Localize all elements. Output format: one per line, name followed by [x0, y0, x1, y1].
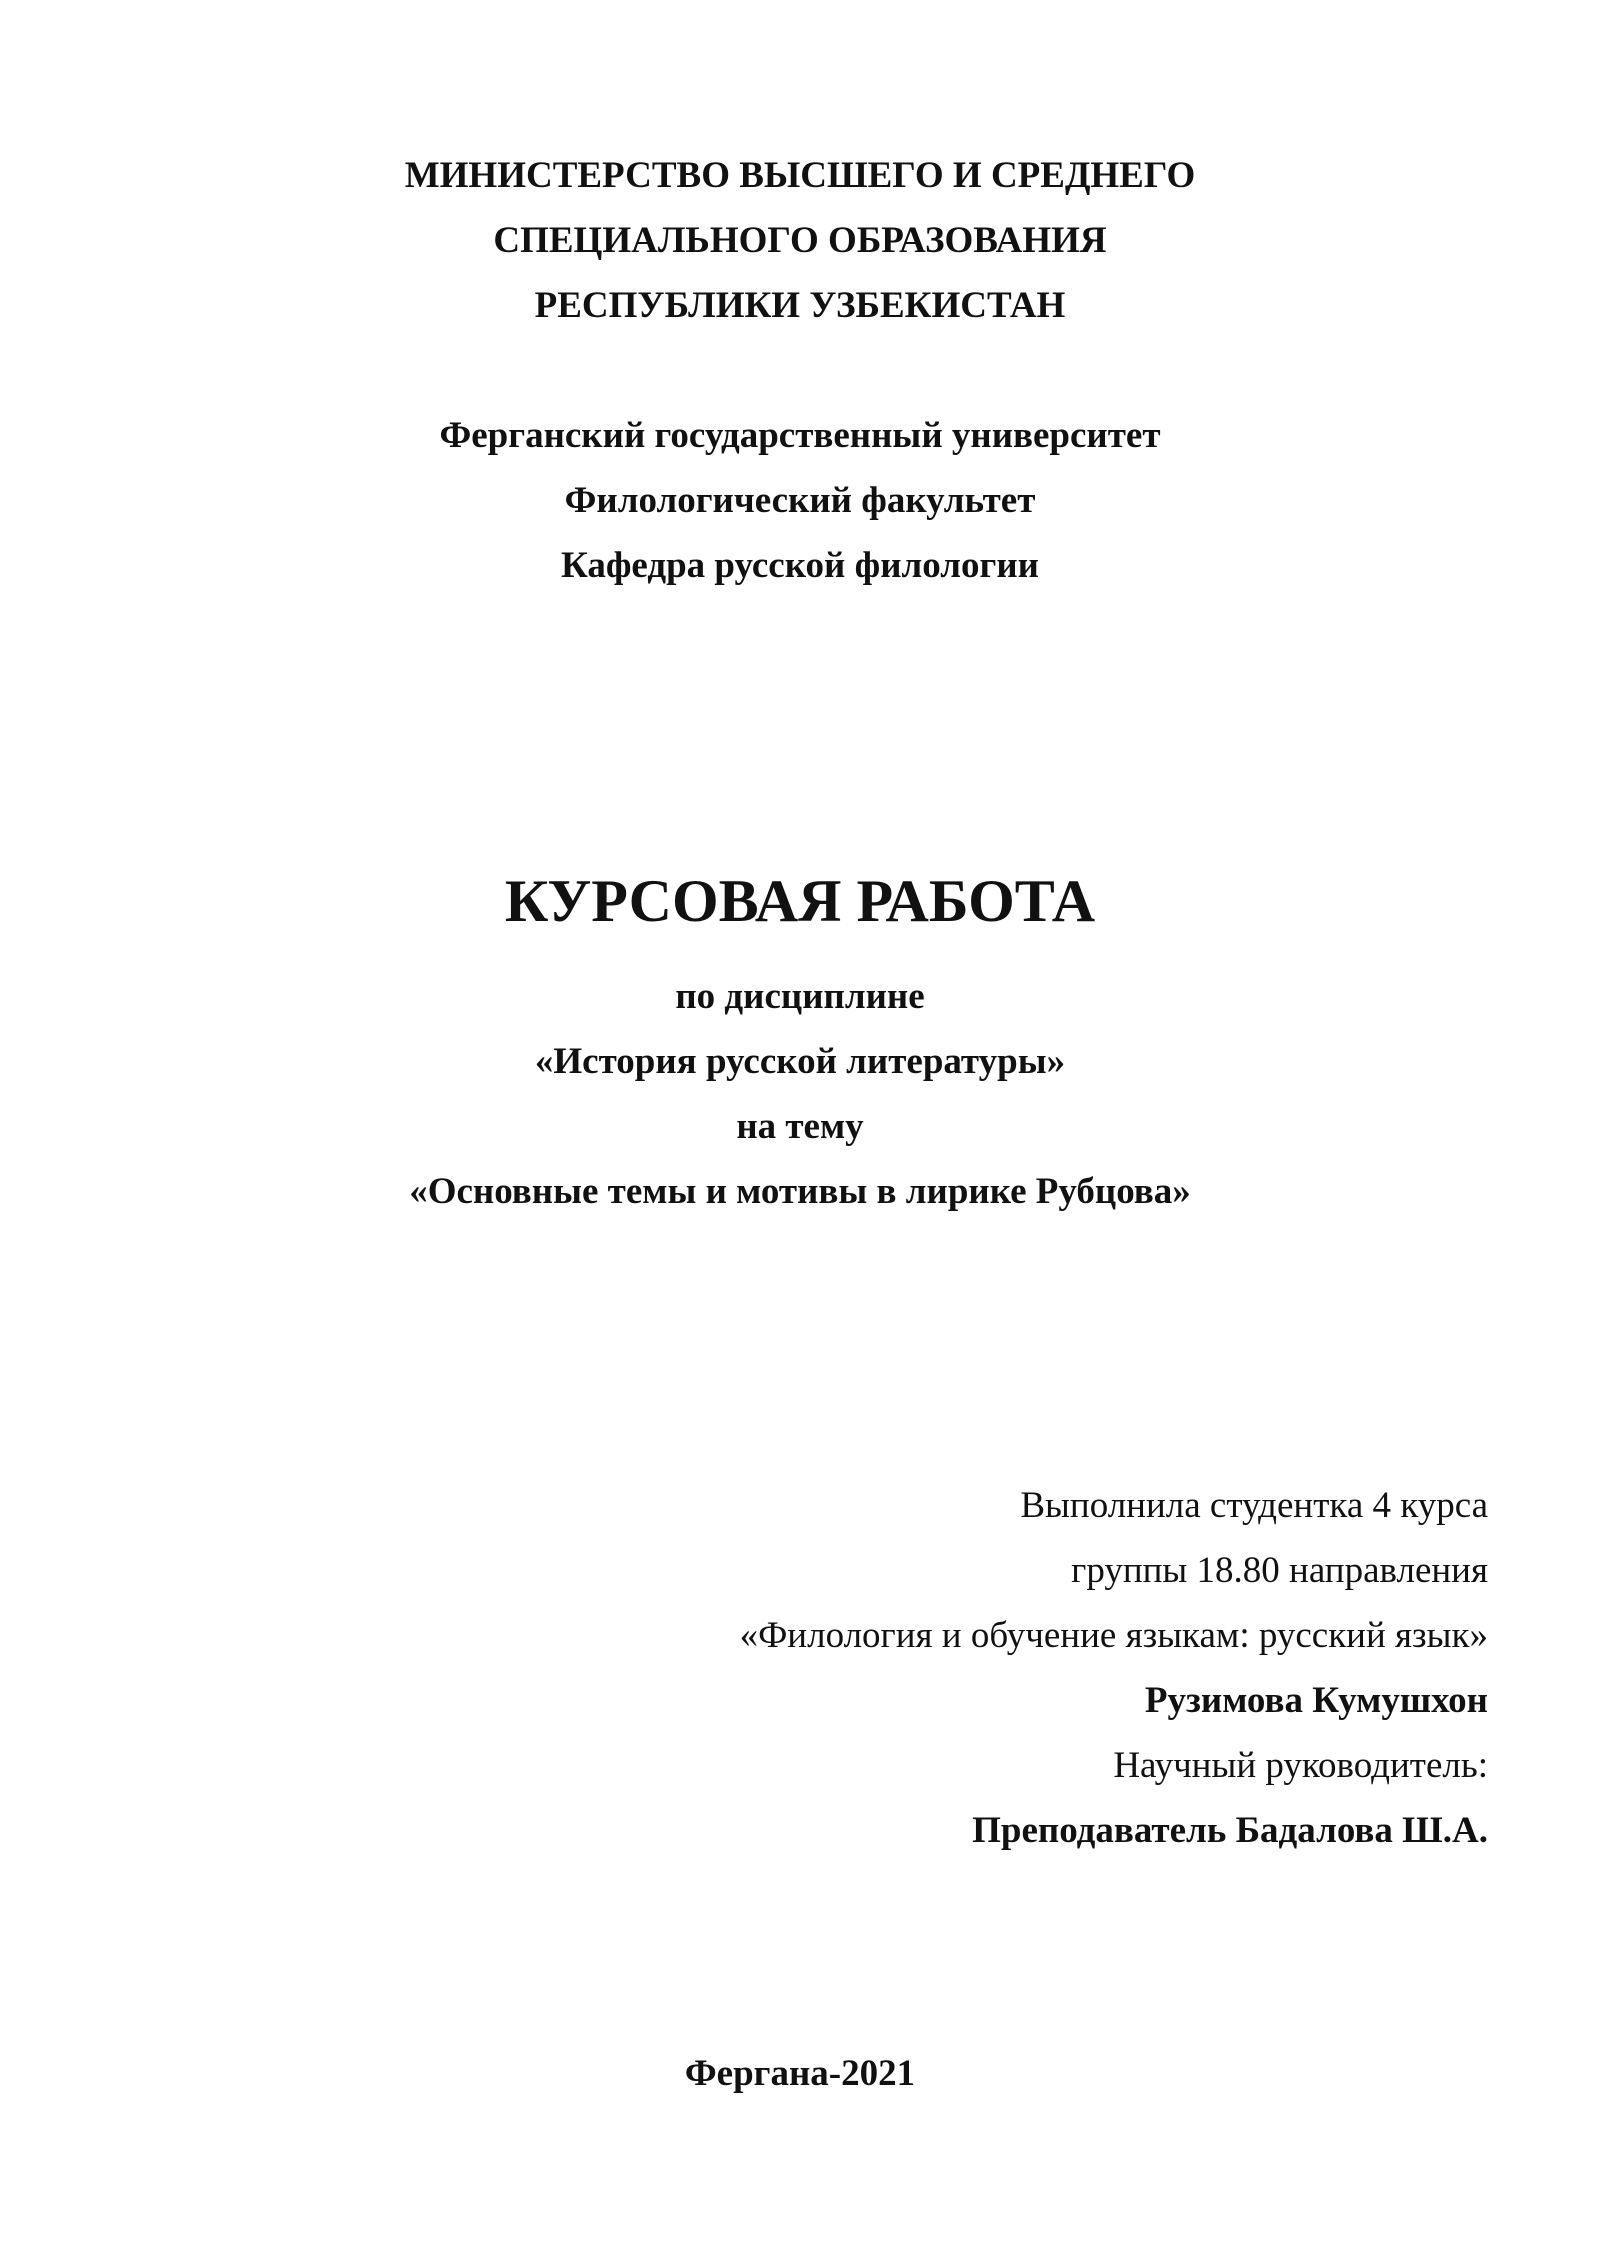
topic-name: «Основные темы и мотивы в лирике Рубцова» — [409, 1171, 1191, 1212]
study-direction: «Филология и обучение языкам: русский язык» — [739, 1615, 1488, 1656]
ministry-line-3: РЕСПУБЛИКИ УЗБЕКИСТАН — [534, 285, 1066, 326]
faculty-name: Филологический факультет — [564, 480, 1036, 521]
supervisor-name: Преподаватель Бадалова Ш.А. — [972, 1810, 1488, 1851]
supervisor-label: Научный руководитель: — [1113, 1745, 1488, 1786]
topic-label: на тему — [736, 1106, 864, 1147]
ministry-line-2: СПЕЦИАЛЬНОГО ОБРАЗОВАНИЯ — [493, 220, 1107, 261]
department-name: Кафедра русской филологии — [560, 545, 1039, 586]
university-name: Ферганский государственный университет — [439, 415, 1161, 456]
ministry-line-1: МИНИСТЕРСТВО ВЫСШЕГО И СРЕДНЕГО — [404, 155, 1196, 196]
discipline-label: по дисциплине — [675, 976, 925, 1017]
document-title: КУРСОВАЯ РАБОТА — [504, 868, 1096, 934]
student-name: Рузимова Кумушхон — [1144, 1680, 1488, 1721]
performed-by: Выполнила студентка 4 курса — [1020, 1485, 1488, 1526]
discipline-name: «История русской литературы» — [534, 1041, 1066, 1082]
student-group: группы 18.80 направления — [1071, 1550, 1488, 1591]
city-year: Фергана-2021 — [684, 2053, 916, 2094]
